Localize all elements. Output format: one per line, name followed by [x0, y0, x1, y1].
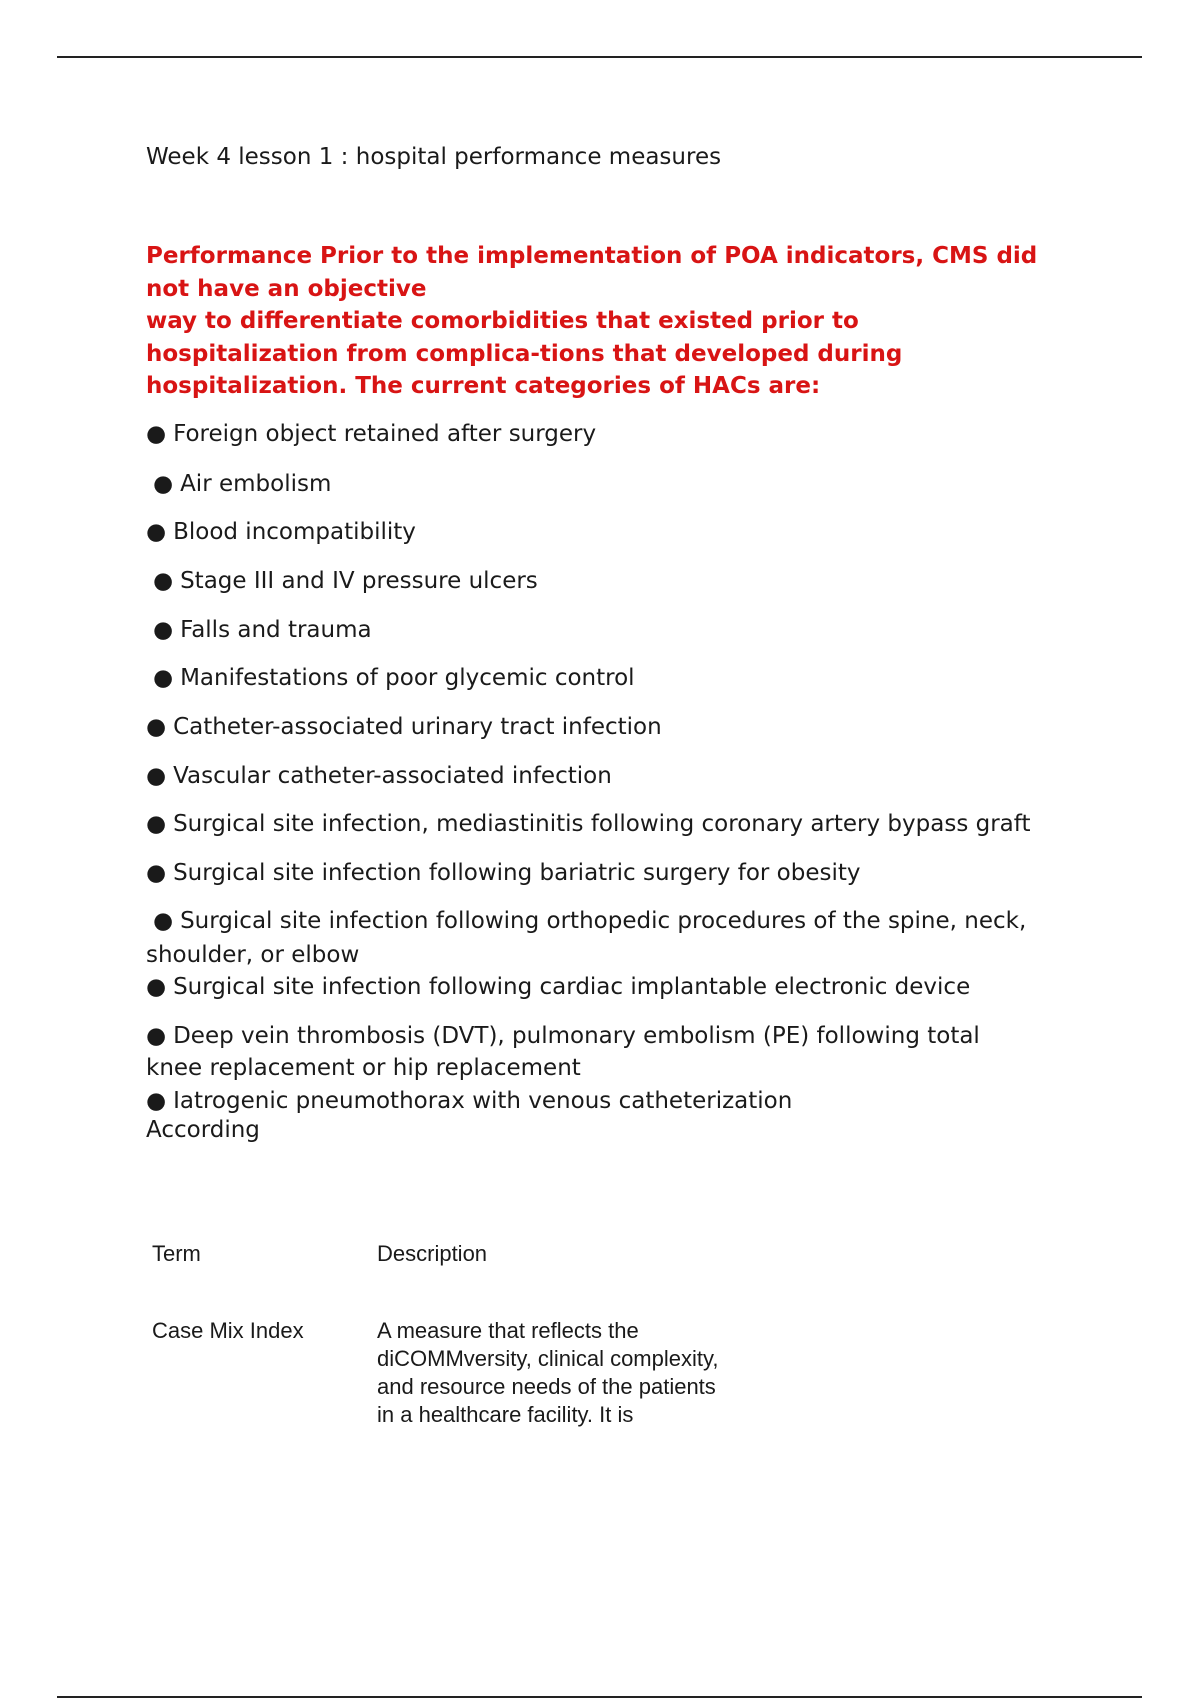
list-item: ● Vascular catheter-associated infection	[146, 763, 612, 789]
intro-line: not have an objective	[146, 275, 427, 302]
lesson-title: Week 4 lesson 1 : hospital performance measures	[146, 144, 722, 170]
list-item: ● Manifestations of poor glycemic control	[153, 665, 635, 691]
bullet-icon: ●	[146, 763, 167, 789]
bullet-icon: ●	[153, 471, 174, 497]
table-cell-description-line: in a healthcare facility. It is	[377, 1402, 634, 1427]
list-item: ● Deep vein thrombosis (DVT), pulmonary embolism (PE) following total	[146, 1023, 980, 1049]
list-item: ● Surgical site infection following cardiac implantable electronic device	[146, 974, 971, 1000]
list-item: ● Foreign object retained after surgery	[146, 421, 597, 447]
trailing-text: According	[146, 1117, 260, 1143]
intro-line: hospitalization. The current categories of HACs are:	[146, 373, 821, 399]
bullet-icon: ●	[146, 811, 167, 837]
list-item: ● Stage III and IV pressure ulcers	[153, 568, 538, 594]
bullet-icon: ●	[146, 421, 167, 447]
bullet-icon: ●	[153, 568, 174, 594]
list-item: ● Blood incompatibility	[146, 519, 416, 545]
bullet-icon: ●	[146, 1023, 167, 1049]
intro-paragraph	[146, 240, 1096, 403]
table-cell-description-line: diCOMMversity, clinical complexity,	[377, 1346, 719, 1371]
table-cell-term: Case Mix Index	[152, 1318, 304, 1343]
list-item: ● Catheter-associated urinary tract infection	[146, 714, 662, 740]
bullet-icon: ●	[146, 1088, 167, 1114]
list-item: ● Iatrogenic pneumothorax with venous catheterization	[146, 1088, 793, 1114]
bullet-icon: ●	[146, 860, 167, 886]
intro-line: hospitalization from complica-tions that developed during	[146, 340, 903, 367]
list-item: ● Surgical site infection following orthopedic procedures of the spine, neck,	[153, 908, 1027, 934]
list-item: ● Surgical site infection following bariatric surgery for obesity	[146, 860, 861, 886]
intro-line: Performance Prior to the implementation of POA indicators, CMS did	[146, 243, 1038, 269]
bottom-divider	[57, 1696, 1142, 1698]
table-header-description: Description	[377, 1241, 488, 1266]
bullet-icon: ●	[153, 665, 174, 691]
table-cell-description-line: and resource needs of the patients	[377, 1374, 716, 1399]
top-divider	[57, 56, 1142, 58]
bullet-icon: ●	[146, 714, 167, 740]
list-item: ● Surgical site infection, mediastinitis following coronary artery bypass graft	[146, 811, 1031, 837]
bullet-icon: ●	[146, 974, 167, 1000]
list-item: ● Falls and trauma	[153, 617, 372, 643]
bullet-icon: ●	[153, 908, 174, 934]
bullet-icon: ●	[146, 519, 167, 545]
table-cell-description-line: A measure that reflects the	[377, 1318, 639, 1343]
list-item-continuation: knee replacement or hip replacement	[146, 1055, 581, 1081]
list-item: ● Air embolism	[153, 471, 332, 497]
bullet-icon: ●	[153, 617, 174, 643]
list-item-continuation: shoulder, or elbow	[146, 942, 360, 968]
table-header-term: Term	[152, 1241, 201, 1266]
intro-line: way to differentiate comorbidities that existed prior to	[146, 308, 859, 334]
